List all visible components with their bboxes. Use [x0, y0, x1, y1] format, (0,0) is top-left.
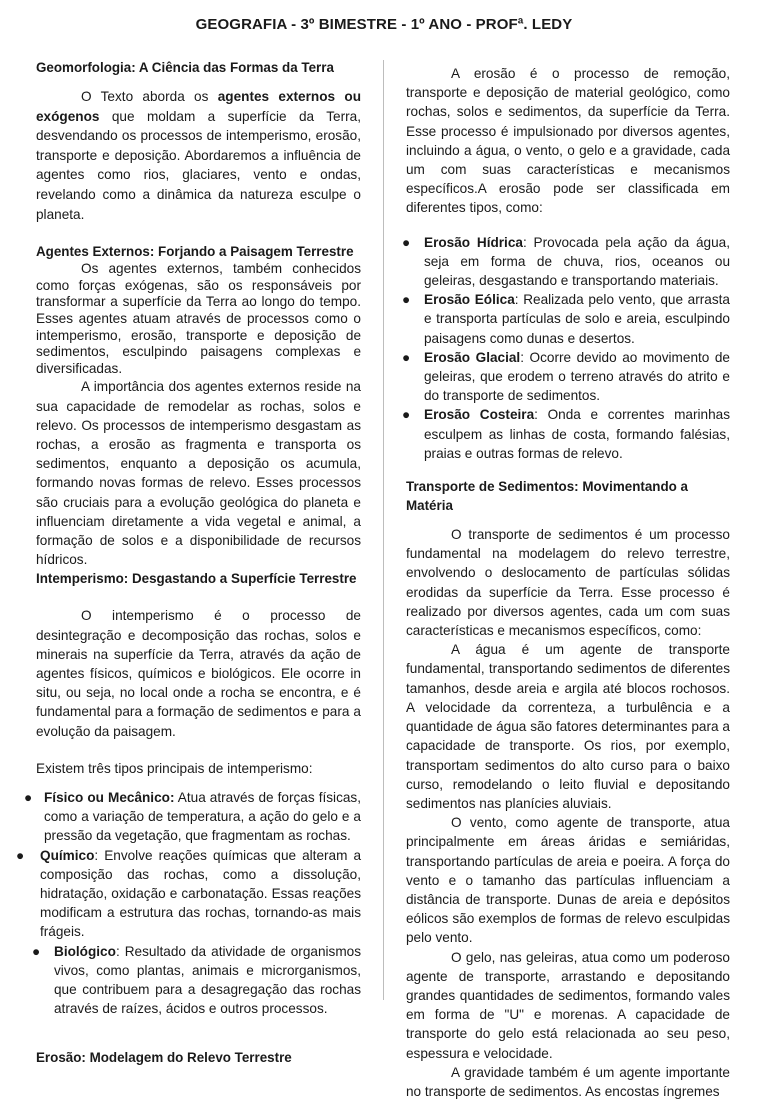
- bullet-icon: ●: [402, 292, 411, 308]
- bold-term: agentes externos ou exógenos: [36, 89, 361, 124]
- paragraph: O intemperismo é o processo de desintegração e decomposição das rochas, solos e minerais na superfície da Terra, através da ação de agentes físicos, químicos e biológicos. Ele ocorre in situ, ou seja, no local onde a rocha se encontra, e é fundamental para a formação de sedimentos e para a evolução da paisagem.: [36, 608, 361, 739]
- bullet-icon: ●: [402, 407, 411, 423]
- bullet-icon: ●: [402, 234, 411, 250]
- paragraph-text: que moldam a superfície da Terra, desvendando os processos de intemperismo, erosão, transporte e deposição. Abordaremos a influência de agentes como rios, glaciares, vento e ondas, revelando como a dinâmica da natureza esculpe o planeta.: [36, 108, 361, 222]
- list-item-text: : Provocada pela ação da água, seja em forma de chuva, rios, oceanos ou geleiras, desgastando e transportando materiais.: [424, 234, 730, 289]
- list-item: [402, 405, 730, 463]
- list-item-text: Atua através de forças físicas, como a variação de temperatura, a ação do gelo e a pressão da vegetação, que fragmentam as rochas.: [44, 789, 361, 844]
- list-item: [16, 846, 361, 942]
- paragraph: Existem três tipos principais de intemperismo:: [36, 760, 313, 776]
- section-heading: Intemperismo: Desgastando a Superfície Terrestre: [36, 571, 357, 587]
- page-title: GEOGRAFIA - 3º BIMESTRE - 1º ANO - PROFª. LEDY: [195, 16, 573, 33]
- paragraph: O gelo, nas geleiras, atua como um poderoso agente de transporte, arrastando e depositando grandes quantidades de sedimentos, formando vales em forma de "U" e morenas. A capacidade de transporte do gelo está relacionada ao seu peso, espessura e velocidade.: [406, 949, 730, 1061]
- paragraph: A erosão é o processo de remoção, transporte e deposição de material geológico, como rochas, solos e sedimentos, da superfície da Terra. Esse processo é impulsionado por diversos agentes, incluindo a água, o vento, o gelo e a gravidade, cada um com suas características e mecanismos específicos.A erosão pode ser classificada em diferentes tipos, como:: [406, 66, 730, 216]
- list-item-text: : Ocorre devido ao movimento de geleiras, que erodem o terreno através do atrito e do transporte de sedimentos.: [424, 349, 730, 404]
- bold-term: Erosão Glacial: [424, 349, 521, 365]
- paragraph: A importância dos agentes externos reside na sua capacidade de remodelar as rochas, solos e relevo. Os processos de intemperismo desgastam as rochas, a erosão as fragmenta e transporta os sedimentos, enquanto a deposição os acumula, formando novas formas de relevo. Esses processos são cruciais para a evolução geológica do planeta e influenciam diretamente a vida vegetal e animal, a formação de solos e a disponibilidade de recursos hídricos.: [36, 379, 361, 568]
- list-item: [24, 788, 361, 846]
- bold-term: Erosão Costeira: [424, 407, 535, 423]
- erosion-types-list: [402, 233, 730, 463]
- list-item-text: : Onda e correntes marinhas esculpem as linhas de costa, formando falésias, praias e outras formas de relevo.: [424, 407, 730, 461]
- list-item-text: : Envolve reações químicas que alteram a composição das rochas, como a dissolução, hidratação, oxidação e carbonatação. Essas reações modificam a estrutura das rochas, tornando-as mais frágeis.: [40, 847, 361, 940]
- section-heading: Erosão: Modelagem do Relevo Terrestre: [36, 1050, 292, 1066]
- left-column: [16, 58, 361, 1067]
- section-heading: Geomorfologia: A Ciência das Formas da Terra: [36, 60, 334, 75]
- bullet-icon: ●: [32, 943, 41, 959]
- bullet-icon: ●: [24, 789, 33, 805]
- bold-term: Físico ou Mecânico:: [44, 789, 175, 805]
- column-divider: [383, 60, 384, 1000]
- list-item: [32, 942, 361, 1019]
- paragraph: A gravidade também é um agente importante no transporte de sedimentos. As encostas íngremes: [406, 1064, 730, 1099]
- paragraph: O transporte de sedimentos é um processo fundamental na modelagem do relevo terrestre, envolvendo o deslocamento de partículas sólidas erodidas da superfície da Terra. Esse processo é realizado por diversos agentes, cada um com suas características e mecanismos específicos, como:: [406, 527, 730, 639]
- paragraph-text: O Texto aborda os: [81, 89, 218, 104]
- list-item: [402, 233, 730, 291]
- paragraph: [36, 87, 361, 224]
- list-item: [402, 348, 730, 406]
- paragraph: O vento, como agente de transporte, atua principalmente em áreas áridas e semiáridas, transportando partículas de areia e poeira. A força do vento e o tamanho das partículas influenciam a distância de transporte. Dunas de areia e depósitos eólicos são exemplos de formas de relevo esculpidas pelo vento.: [406, 815, 730, 946]
- bold-term: Erosão Eólica: [424, 292, 515, 308]
- paragraph: A água é um agente de transporte fundamental, transportando sedimentos de diferentes tamanhos, desde areia e argila até blocos rochosos. A velocidade da correnteza, a turbulência e a quantidade de água são fatores determinantes para a capacidade de transporte. Os rios, por exemplo, transportam sedimentos do alto curso para o baixo curso, remodelando o leito fluvial e depositando sedimentos nas planícies aluviais.: [406, 642, 730, 811]
- section-heading: Agentes Externos: Forjando a Paisagem Terrestre: [36, 244, 354, 260]
- bold-term: Biológico: [54, 943, 116, 959]
- bullet-icon: ●: [402, 349, 411, 365]
- bullet-icon: ●: [16, 847, 25, 863]
- list-item-text: : Resultado da atividade de organismos vivos, como plantas, animais e microrganismos, que contribuem para a desagregação das rochas através de raízes, ácidos e outros processos.: [54, 943, 361, 1017]
- paragraph: Os agentes externos, também conhecidos como forças exógenas, são os responsáveis por transformar a superfície da Terra ao longo do tempo. Esses agentes atuam através de processos como o intemperismo, erosão, transporte e deposição de sedimentos, esculpindo paisagens complexas e diversificadas.: [36, 261, 361, 376]
- right-column: [402, 64, 730, 1101]
- list-item-text: : Realizada pelo vento, que arrasta e transporta partículas de solo e areia, esculpindo paisagens como dunas e desertos.: [424, 292, 730, 346]
- bold-term: Químico: [40, 847, 95, 863]
- bold-term: Erosão Hídrica: [424, 234, 523, 250]
- list-item: [402, 290, 730, 348]
- weathering-list: [16, 788, 361, 1018]
- section-heading: Transporte de Sedimentos: Movimentando a Matéria: [406, 479, 688, 514]
